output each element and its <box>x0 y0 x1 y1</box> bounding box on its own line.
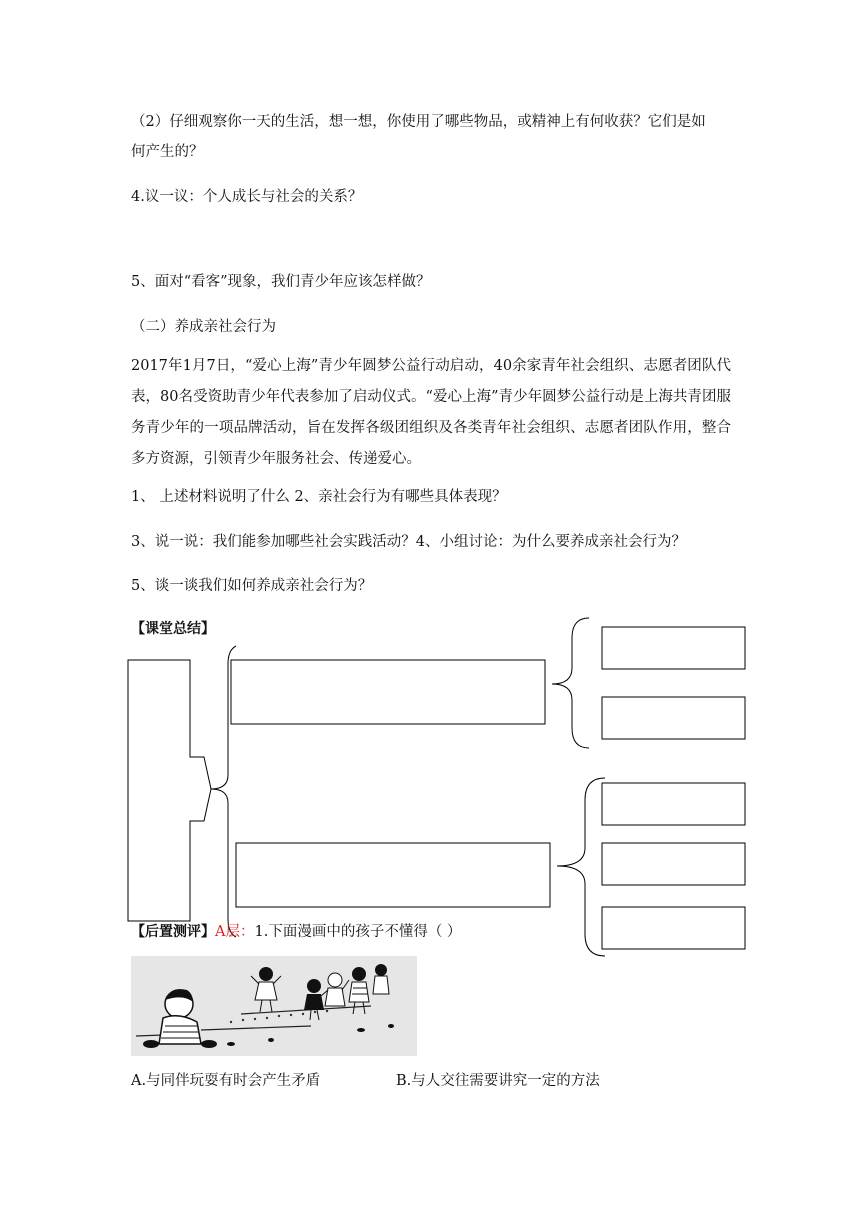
question-2-line-1: （2）仔细观察你一天的生活，想一想，你使用了哪些物品，或精神上有何收获？它们是如 <box>131 114 706 130</box>
question-3-4: 3、说一说：我们能参加哪些社会实践活动？4、小组讨论：为什么要养成亲社会行为？ <box>131 534 686 550</box>
upper-subtopic-box <box>231 660 545 724</box>
cartoon-illustration-icon <box>131 956 417 1056</box>
middle-brace <box>211 646 236 937</box>
option-a: A.与同伴玩耍有时会产生矛盾 <box>131 1073 321 1089</box>
lower-right-brace <box>557 778 605 956</box>
detail-box-4 <box>602 843 745 885</box>
material-paragraph: 2017年1月7日，“爱心上海”青少年圆梦公益行动启动，40余家青年社会组织、志愿者团队代表，80名受资助青少年代表参加了启动仪式。“爱心上海”青少年圆梦公益行动是上海共青团服务青少年的一项品牌活动，旨在发挥各级团组织及各类青年社会组织、志愿者团队作用，整合多方资源，引领青少年服务社会、传递爱心。 <box>131 358 731 467</box>
question-5: 5、面对“看客”现象，我们青少年应该怎样做？ <box>131 274 431 290</box>
detail-box-2 <box>602 697 745 739</box>
question-2-line-2: 何产生的？ <box>131 144 204 160</box>
lower-subtopic-box <box>236 843 550 907</box>
assessment-level: A层： <box>215 924 255 940</box>
detail-box-3 <box>602 783 745 825</box>
main-topic-box <box>128 660 211 921</box>
upper-right-brace <box>552 618 589 748</box>
assessment-line <box>131 922 461 942</box>
assessment-label: 【后置测评】 <box>131 924 215 940</box>
question-4: 4.议一议：个人成长与社会的关系？ <box>131 189 363 205</box>
summary-label: 【课堂总结】 <box>131 621 215 637</box>
question-5b: 5、谈一谈我们如何养成亲社会行为？ <box>131 578 373 594</box>
question-1-2: 1、 上述材料说明了什么 2、亲社会行为有哪些具体表现？ <box>131 489 507 505</box>
assessment-question: 1.下面漫画中的孩子不懂得（ ） <box>254 924 462 940</box>
detail-box-1 <box>602 627 745 669</box>
detail-box-5 <box>602 907 745 949</box>
option-b: B.与人交往需要讲究一定的方法 <box>396 1073 600 1089</box>
section-heading: （二）养成亲社会行为 <box>131 319 276 335</box>
